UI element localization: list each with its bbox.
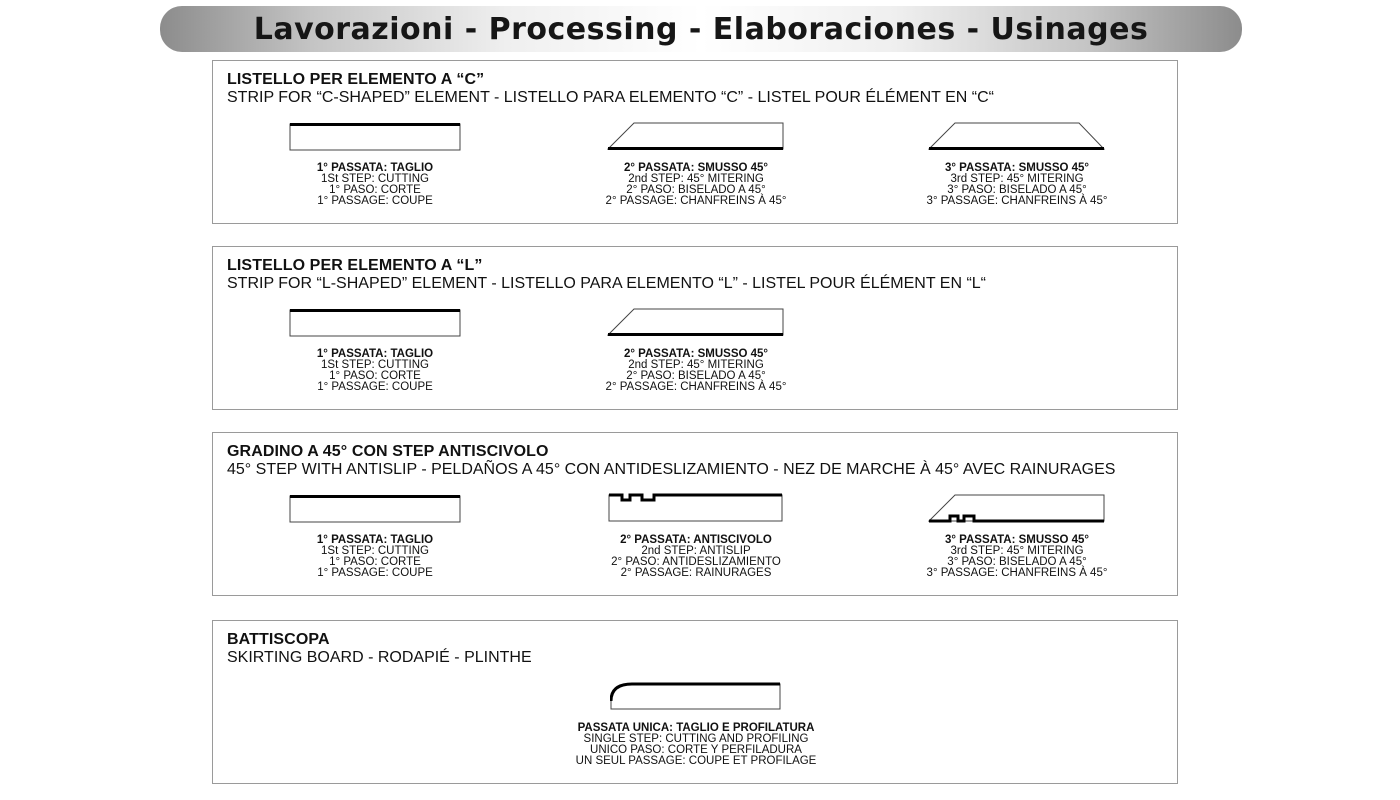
page-title: Lavorazioni - Processing - Elaboraciones - Usinages	[253, 11, 1149, 47]
step-line-fr: 1° PASSAGE: COUPE	[317, 567, 433, 579]
step-title: 2° PASSATA: SMUSSO 45°	[623, 348, 769, 360]
step-3	[887, 121, 1147, 207]
step-line-en: 1St STEP: CUTTING	[321, 173, 429, 185]
step-line-fr: 1° PASSAGE: COUPE	[317, 381, 433, 393]
step-line-fr: 3° PASSAGE: CHANFREINS À 45°	[926, 195, 1108, 207]
step-line-en: 1St STEP: CUTTING	[321, 359, 429, 371]
step-title: 2° PASSATA: ANTISCIVOLO	[620, 534, 772, 546]
step-line-en: 2nd STEP: 45° MITERING	[628, 173, 764, 185]
cutting-profile-icon	[289, 121, 461, 151]
step-title: 1° PASSATA: TAGLIO	[316, 162, 434, 174]
section-title: GRADINO A 45° CON STEP ANTISCIVOLO	[227, 443, 549, 460]
step-3	[887, 493, 1147, 579]
mitering-profile-icon	[607, 307, 785, 337]
step-title: 1° PASSATA: TAGLIO	[316, 534, 434, 546]
step-1	[245, 307, 505, 393]
step-2	[566, 121, 826, 207]
step-single	[566, 681, 826, 767]
step-line-en: 1St STEP: CUTTING	[321, 545, 429, 557]
step-line-en: 2nd STEP: ANTISLIP	[641, 545, 751, 557]
step-line-es: 2° PASO: BISELADO A 45°	[626, 370, 766, 382]
section-title: LISTELLO PER ELEMENTO A “L”	[227, 257, 483, 274]
step-line-es: 1° PASO: CORTE	[329, 370, 421, 382]
step-line-fr: UN SEUL PASSAGE: COUPE ET PROFILAGE	[575, 755, 817, 767]
step-line-fr: 2° PASSAGE: CHANFREINS À 45°	[605, 195, 787, 207]
step-title: 3° PASSATA: SMUSSO 45°	[944, 162, 1090, 174]
step-title: 3° PASSATA: SMUSSO 45°	[944, 534, 1090, 546]
section-subtitle: STRIP FOR “C-SHAPED” ELEMENT - LISTELLO PARA ELEMENTO “C” - LISTEL POUR ÉLÉMENT EN “C“	[227, 89, 994, 106]
step-line-es: 3° PASO: BISELADO A 45°	[947, 184, 1087, 196]
step-line-es: 1° PASO: CORTE	[329, 556, 421, 568]
step-line-en: 2nd STEP: 45° MITERING	[628, 359, 764, 371]
section-subtitle: STRIP FOR “L-SHAPED” ELEMENT - LISTELLO PARA ELEMENTO “L” - LISTEL POUR ÉLÉMENT EN “L“	[227, 275, 986, 292]
section-antislip-step	[212, 432, 1178, 596]
step-line-en: SINGLE STEP: CUTTING AND PROFILING	[583, 733, 809, 745]
step-line-fr: 2° PASSAGE: CHANFREINS À 45°	[605, 381, 787, 393]
antislip-mitering-profile-icon	[928, 493, 1106, 523]
antislip-profile-icon	[608, 493, 784, 523]
mitering-profile-icon	[607, 121, 785, 151]
step-line-es: UNICO PASO: CORTE Y PERFILADURA	[590, 744, 802, 756]
section-c-shaped-strip	[212, 60, 1178, 224]
step-2	[566, 493, 826, 579]
step-1	[245, 121, 505, 207]
step-title: 2° PASSATA: SMUSSO 45°	[623, 162, 769, 174]
step-title: 1° PASSATA: TAGLIO	[316, 348, 434, 360]
section-title: LISTELLO PER ELEMENTO A “C”	[227, 71, 485, 88]
section-subtitle: 45° STEP WITH ANTISLIP - PELDAÑOS A 45° CON ANTIDESLIZAMIENTO - NEZ DE MARCHE À 45° AVEC RAINURAGES	[227, 461, 1116, 478]
step-line-es: 2° PASO: BISELADO A 45°	[626, 184, 766, 196]
step-1	[245, 493, 505, 579]
cutting-profile-icon	[289, 307, 461, 337]
step-line-fr: 3° PASSAGE: CHANFREINS À 45°	[926, 567, 1108, 579]
step-line-es: 2° PASO: ANTIDESLIZAMIENTO	[611, 556, 781, 568]
section-skirting-board	[212, 620, 1178, 784]
cutting-profile-icon	[289, 493, 461, 523]
section-title: BATTISCOPA	[227, 631, 330, 648]
section-subtitle: SKIRTING BOARD - RODAPIÉ - PLINTHE	[227, 649, 532, 666]
section-l-shaped-strip	[212, 246, 1178, 410]
profiling-profile-icon	[610, 681, 782, 711]
step-line-es: 1° PASO: CORTE	[329, 184, 421, 196]
step-line-en: 3rd STEP: 45° MITERING	[950, 173, 1084, 185]
step-title: PASSATA UNICA: TAGLIO E PROFILATURA	[577, 722, 815, 734]
step-line-en: 3rd STEP: 45° MITERING	[950, 545, 1084, 557]
double-mitering-profile-icon	[928, 121, 1106, 151]
step-line-fr: 1° PASSAGE: COUPE	[317, 195, 433, 207]
title-banner	[160, 6, 1242, 52]
step-line-es: 3° PASO: BISELADO A 45°	[947, 556, 1087, 568]
step-2	[566, 307, 826, 393]
step-line-fr: 2° PASSAGE: RAINURAGES	[620, 567, 772, 579]
